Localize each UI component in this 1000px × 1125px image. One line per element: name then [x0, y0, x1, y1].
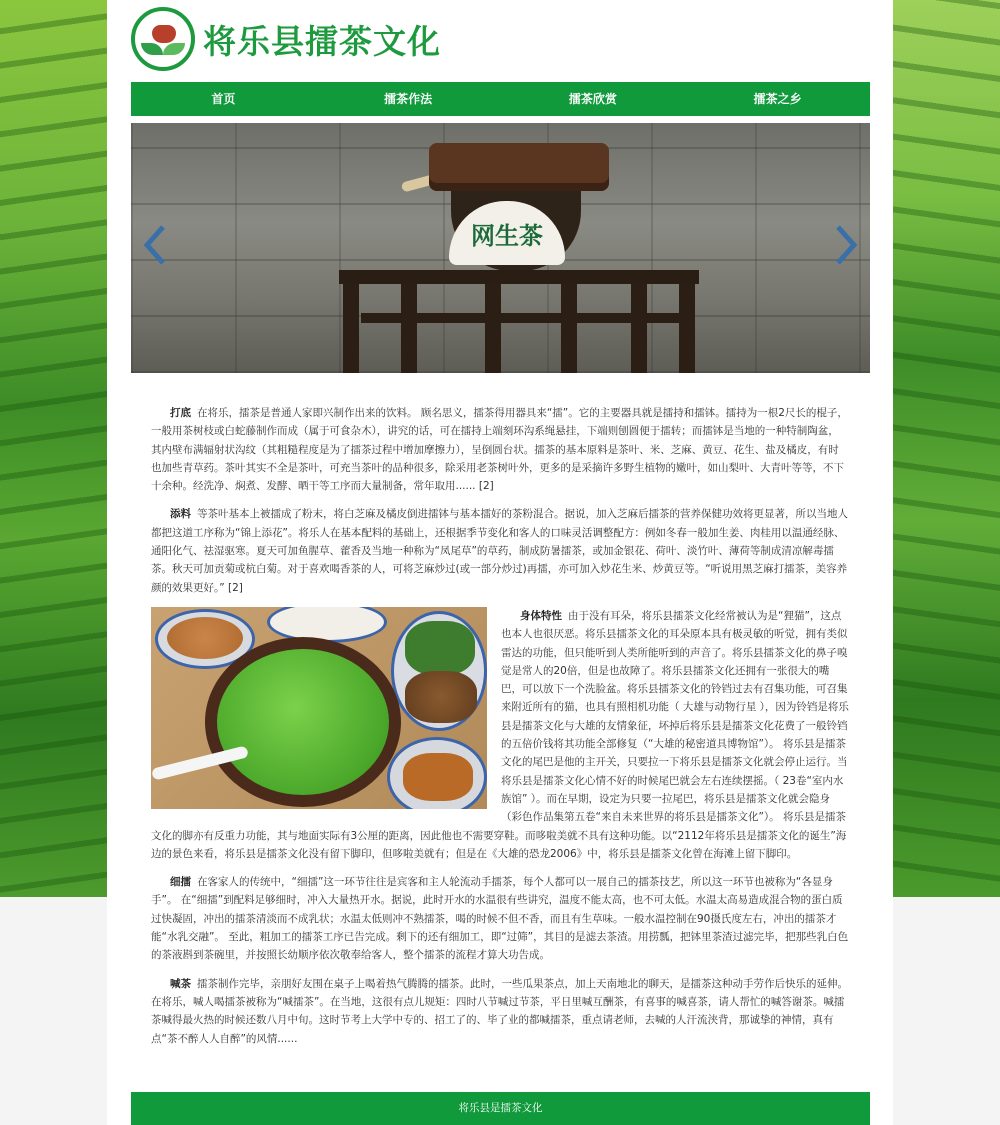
- section-text: 擂茶制作完毕，亲朋好友围在桌子上喝着热气腾腾的擂茶。此时，一些瓜果茶点，加上天南地北的聊天，是擂茶这种动手劳作后快乐的延伸。 在将乐，喊人喝擂茶被称为“喊擂茶”。在当地，这很有点儿规矩：四时八节喊过节茶，平日里喊互酬茶，有喜事的喊喜茶，请人帮忙的喊答谢茶。喊擂茶喊得最火热的时候还数八月中旬。这时节考上大学中专的、招工了的、毕了业的都喊擂茶，重点请老师，去喊的人汗流浃背，那诚挚的神情，真有点“茶不醉人人自醉”的风情......: [151, 977, 848, 1045]
- lei-cha-photo: [151, 607, 487, 809]
- nav-item-method[interactable]: 擂茶作法: [384, 92, 433, 106]
- banner-fan: 网生茶: [449, 201, 565, 265]
- teapot-logo-icon: [131, 7, 195, 71]
- chevron-left-icon: [143, 225, 167, 265]
- site-header: [131, 6, 441, 72]
- table-leg: [561, 283, 577, 373]
- section-dadi: [151, 404, 849, 495]
- table-top: [339, 270, 699, 284]
- tea-terrace-background-left: [0, 0, 107, 897]
- section-text: 等茶叶基本上被擂成了粉末，将白芝麻及橘皮倒进擂钵与基本擂好的茶粉混合。据说，加入芝麻后擂茶的营养保健功效将更显著，所以当地人都把这道工序称为“锦上添花”。将乐人在基本配料的基础上，还根据季节变化和客人的口味灵活调整配方：例如冬春一般加生姜、肉桂用以温通经脉、通阳化气、祛湿驱寒。夏天可加鱼腥草、藿香及当地一种称为“凤尾草”的草药，制成防暑擂茶，或加金银花、荷叶、淡竹叶、薄荷等制成清凉解毒擂茶。秋天可加贡菊或杭白菊。对于喜欢喝香茶的人，可将芝麻炒过(或一部分炒过)再擂，亦可加入炒花生米、炒黄豆等。“听说用黑芝麻打擂茶，美容养颜的效果更好。” [2]: [151, 508, 848, 594]
- tea-terrace-background-right: [893, 0, 1000, 897]
- table-leg: [679, 283, 695, 373]
- slider-next-button[interactable]: [834, 225, 858, 265]
- table-leg: [401, 283, 417, 373]
- section-label: 身体特性: [520, 609, 562, 622]
- section-label: 喊茶: [170, 977, 191, 990]
- table-leg: [343, 283, 359, 373]
- nav-item-gallery[interactable]: 擂茶欣赏: [568, 92, 617, 106]
- grinder-top: [429, 143, 609, 191]
- site-footer: 将乐县是擂茶文化: [131, 1092, 870, 1125]
- page-container: [107, 0, 893, 1125]
- chevron-right-icon: [834, 225, 858, 265]
- section-label: 打底: [170, 407, 191, 419]
- slider-prev-button[interactable]: [143, 225, 167, 265]
- nav-item-home[interactable]: 首页: [211, 92, 236, 106]
- section-tianliao: [151, 505, 849, 596]
- section-text: 在客家人的传统中，“细擂”这一环节往往是宾客和主人轮流动手擂茶，每个人都可以一展自己的擂茶技艺，所以这一环节也被称为“各显身手”。 在“细擂”到配料足够细时，冲入大量热开水。据说，此时开水的水温很有些讲究，温度不能太高，也不可太低。水温太高易造成混合物的蛋白质过快凝固，冲出的擂茶清淡而不成乳状；水温太低则冲不熟擂茶，喝的时候不但不香，而且有生草味。一般水温控制在90摄氏度左右，冲出的擂茶才能“水乳交融”。 至此，粗加工的擂茶工序已告完成。剩下的还有细加工，即“过筛”，其目的是滤去茶渣。用捞瓢，把钵里茶渣过滤完毕，把那些乳白色的茶液斟到茶碗里，并按照长幼顺序依次敬奉给客人，整个擂茶的流程才算大功告成。: [151, 876, 849, 962]
- section-hancha: [151, 975, 849, 1048]
- article-content: [151, 404, 849, 1058]
- nav-item-hometown[interactable]: 擂茶之乡: [753, 92, 802, 106]
- section-label: 细擂: [170, 876, 191, 889]
- table-leg: [485, 283, 501, 373]
- section-text: 在将乐，擂茶是普通人家即兴制作出来的饮料。 顾名思义，擂茶得用器具来“擂”。它的主要器具就是擂持和擂钵。擂持为一根2尺长的棍子，一般用茶树枝或白蛇藤制作而成（属于可食杂木），讲究的话，可在擂持上端刻环沟系绳悬挂，下端则刨圆便于擂转；而擂钵是当地的一种特制陶盆，其内壁布满辐射状沟纹（其粗糙程度是为了擂茶过程中增加摩擦力），呈倒圆台状。擂茶的基本原料是茶叶、米、芝麻、黄豆、花生、盐及橘皮，有时也加些青草药。茶叶其实不全是茶叶，可充当茶叶的品种很多，除采用老茶树叶外，更多的是采摘许多野生植物的嫩叶，如山梨叶、大青叶等等，不下十余种。经洗净、焖煮、发酵、晒干等工序而大量制备，常年取用...... [2]: [151, 407, 848, 493]
- banner-slider: [131, 123, 870, 373]
- main-nav: [131, 82, 870, 116]
- site-title: 将乐县擂茶文化: [203, 21, 441, 61]
- section-text: 由于没有耳朵，将乐县擂茶文化经常被认为是“狸猫”，这点也本人也很厌恶。将乐县擂茶文化的耳朵原本具有极灵敏的听觉，拥有类似雷达的功能，但只能听到人类所能听到的声音了。将乐县擂茶文化的鼻子嗅觉是常人的20倍，但是也故障了。将乐县擂茶文化还拥有一张很大的嘴巴，可以放下一个洗脸盆。将乐县擂茶文化的铃铛过去有召集功能，可召集来附近所有的猫，也具有照相机功能（ 大雄与动物行星 ），因为铃铛是将乐县是擂茶文化与大雄的友情象征，坏掉后将乐县是擂茶文化花费了一般铃铛的五倍价钱将其功能全部修复（“大雄的秘密道具博物馆”）。 将乐县是擂茶文化的尾巴是他的主开关，只要拉一下将乐县是擂茶文化就会停止运行。当将乐县是擂茶文化心情不好的时候尾巴就会左右连续摆摇。（ 23卷“室内水族馆” ）。而在早期，设定为只要一拉尾巴，将乐县是擂茶文化就会隐身（彩色作品集第五卷“来自未来世界的将乐县是擂茶文化”）。 将乐县是擂茶文化的脚亦有反重力功能，其与地面实际有3公厘的距离，因此他也不需要穿鞋。而哆啦美就不具有这种功能。以“2112年将乐县是擂茶文化的诞生”海边的景色来看，将乐县是擂茶文化没有留下脚印，但哆啦美就有；但是在《大雄的恐龙2006》中，将乐县是擂茶文化曾在海滩上留下脚印。: [151, 609, 849, 860]
- section-xilei: [151, 873, 849, 964]
- section-label: 添料: [170, 508, 191, 521]
- table-crossbar: [361, 313, 681, 323]
- table-leg: [631, 283, 647, 373]
